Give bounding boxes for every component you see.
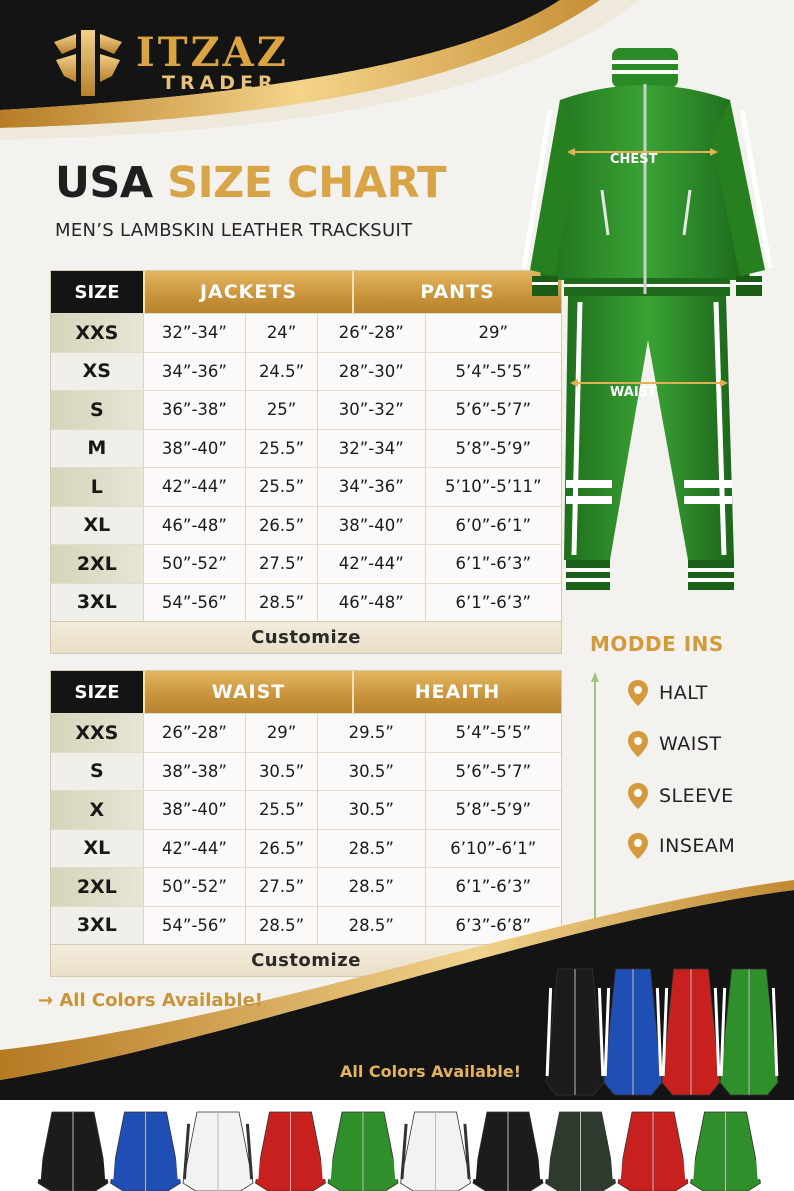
table-row — [51, 506, 561, 545]
value-cell: 6’0”-6’1” — [425, 507, 561, 545]
value-cell: 36”-38” — [143, 391, 246, 429]
value-cell: 42”-44” — [317, 545, 425, 583]
featured-colorways — [542, 965, 782, 1100]
title-part1: USA — [55, 158, 153, 208]
value-cell: 5’4”-5’5” — [425, 714, 561, 752]
legend-item — [628, 783, 734, 809]
size-cell: 3XL — [51, 584, 143, 622]
value-cell: 5’6”-5’7” — [425, 391, 561, 429]
value-cell: 28.5” — [317, 868, 425, 906]
arrow-icon: → — [38, 990, 54, 1011]
value-cell: 54”-56” — [143, 584, 246, 622]
header-size: SIZE — [51, 671, 143, 713]
size-cell: X — [51, 791, 143, 829]
value-cell: 6’3”-6’8” — [425, 907, 561, 945]
jacket-swatch — [546, 969, 604, 1095]
value-cell: 6’1”-6’3” — [425, 545, 561, 583]
value-cell: 38”-40” — [317, 507, 425, 545]
size-cell: 3XL — [51, 907, 143, 945]
brand-logo — [48, 28, 289, 98]
value-cell: 29” — [245, 714, 317, 752]
table-row — [51, 390, 561, 429]
chest-label: CHEST — [610, 152, 658, 167]
value-cell: 46”-48” — [143, 507, 246, 545]
legend-item — [628, 833, 735, 859]
value-cell: 26”-28” — [143, 714, 246, 752]
value-cell: 24.5” — [245, 353, 317, 391]
value-cell: 38”-40” — [143, 791, 246, 829]
value-cell: 25.5” — [245, 430, 317, 468]
size-cell: L — [51, 468, 143, 506]
page-subtitle: MEN’S LAMBSKIN LEATHER TRACKSUIT — [55, 220, 413, 241]
value-cell: 34”-36” — [143, 353, 246, 391]
table-row — [51, 352, 561, 391]
legend-item — [628, 731, 722, 757]
colors-available-text-2: All Colors Available! — [340, 1062, 522, 1081]
brand-subname: TRADER — [162, 72, 278, 94]
table-row — [51, 790, 561, 829]
size-cell: XL — [51, 507, 143, 545]
table-row — [51, 583, 561, 622]
value-cell: 30.5” — [317, 753, 425, 791]
table-row — [51, 313, 561, 352]
jacket-swatch — [328, 1112, 398, 1191]
value-cell: 50”-52” — [143, 545, 246, 583]
brand-name: ITZAZ — [136, 29, 289, 76]
value-cell: 28.5” — [317, 830, 425, 868]
legend-label: INSEAM — [659, 835, 736, 857]
legend-label: HALT — [659, 682, 708, 704]
jacket-swatch — [401, 1112, 471, 1191]
table-row — [51, 829, 561, 868]
jacket-swatch — [720, 969, 778, 1095]
value-cell: 5’4”-5’5” — [425, 353, 561, 391]
value-cell: 50”-52” — [143, 868, 246, 906]
value-cell: 32”-34” — [143, 314, 246, 352]
size-cell: XXS — [51, 314, 143, 352]
value-cell: 26.5” — [245, 507, 317, 545]
value-cell: 26.5” — [245, 830, 317, 868]
value-cell: 54”-56” — [143, 907, 246, 945]
size-cell: S — [51, 391, 143, 429]
value-cell: 30.5” — [317, 791, 425, 829]
waist-label: WAIST — [610, 385, 657, 400]
table-header — [51, 271, 561, 313]
value-cell: 5’8”-5’9” — [425, 430, 561, 468]
jacket-swatch — [691, 1112, 761, 1191]
value-cell: 30”-32” — [317, 391, 425, 429]
title-part2: SIZE CHART — [167, 158, 446, 208]
value-cell: 5’8”-5’9” — [425, 791, 561, 829]
value-cell: 6’10”-6’1” — [425, 830, 561, 868]
value-cell: 29.5” — [317, 714, 425, 752]
value-cell: 25.5” — [245, 468, 317, 506]
location-pin-icon — [628, 783, 648, 809]
table-row — [51, 429, 561, 468]
tracksuit-figure — [520, 40, 790, 610]
value-cell: 42”-44” — [143, 830, 246, 868]
jacket-swatch — [183, 1112, 253, 1191]
location-pin-icon — [628, 680, 648, 706]
size-cell: XXS — [51, 714, 143, 752]
value-cell: 38”-38” — [143, 753, 246, 791]
value-cell: 5’10”-5’11” — [425, 468, 561, 506]
value-cell: 46”-48” — [317, 584, 425, 622]
value-cell: 28.5” — [245, 907, 317, 945]
colorway-strip — [0, 1100, 794, 1191]
brand-emblem-icon — [48, 28, 128, 98]
jacket-swatch — [111, 1112, 181, 1191]
size-cell: XL — [51, 830, 143, 868]
table-row — [51, 544, 561, 583]
value-cell: 28”-30” — [317, 353, 425, 391]
size-table-jackets-pants — [50, 270, 562, 654]
value-cell: 28.5” — [245, 584, 317, 622]
header-size: SIZE — [51, 271, 143, 313]
jacket-swatch — [38, 1112, 108, 1191]
value-cell: 26”-28” — [317, 314, 425, 352]
header-jackets: JACKETS — [143, 271, 352, 313]
value-cell: 29” — [425, 314, 561, 352]
table-row — [51, 713, 561, 752]
location-pin-icon — [628, 833, 648, 859]
location-pin-icon — [628, 731, 648, 757]
jacket-swatch — [256, 1112, 326, 1191]
table-row — [51, 467, 561, 506]
table-row — [51, 752, 561, 791]
table-header — [51, 671, 561, 713]
jacket-swatch — [662, 969, 720, 1095]
size-cell: S — [51, 753, 143, 791]
header-waist: WAIST — [143, 671, 352, 713]
header-height: HEAITH — [352, 671, 561, 713]
value-cell: 5’6”-5’7” — [425, 753, 561, 791]
legend-label: WAIST — [659, 733, 722, 755]
jacket-swatch — [546, 1112, 616, 1191]
value-cell: 28.5” — [317, 907, 425, 945]
size-cell: 2XL — [51, 545, 143, 583]
jacket-swatch — [473, 1112, 543, 1191]
table-rows — [51, 313, 561, 621]
value-cell: 25” — [245, 391, 317, 429]
header-pants: PANTS — [352, 271, 561, 313]
size-cell: XS — [51, 353, 143, 391]
value-cell: 38”-40” — [143, 430, 246, 468]
value-cell: 6’1”-6’3” — [425, 584, 561, 622]
value-cell: 24” — [245, 314, 317, 352]
jacket-swatch — [618, 1112, 688, 1191]
customize-button[interactable]: Customize — [51, 944, 561, 976]
value-cell: 6’1”-6’3” — [425, 868, 561, 906]
value-cell: 25.5” — [245, 791, 317, 829]
colors-available-text-1: → All Colors Available! — [38, 990, 264, 1011]
page-title — [55, 158, 446, 208]
value-cell: 27.5” — [245, 545, 317, 583]
customize-button[interactable]: Customize — [51, 621, 561, 653]
value-cell: 34”-36” — [317, 468, 425, 506]
value-cell: 30.5” — [245, 753, 317, 791]
legend-title: MODDE INS — [590, 632, 724, 656]
value-cell: 32”-34” — [317, 430, 425, 468]
jacket-swatch — [604, 969, 662, 1095]
value-cell: 27.5” — [245, 868, 317, 906]
legend-label: SLEEVE — [659, 785, 734, 807]
legend-item — [628, 680, 708, 706]
size-cell: 2XL — [51, 868, 143, 906]
green-tracksuit-image — [520, 40, 790, 610]
size-cell: M — [51, 430, 143, 468]
value-cell: 42”-44” — [143, 468, 246, 506]
